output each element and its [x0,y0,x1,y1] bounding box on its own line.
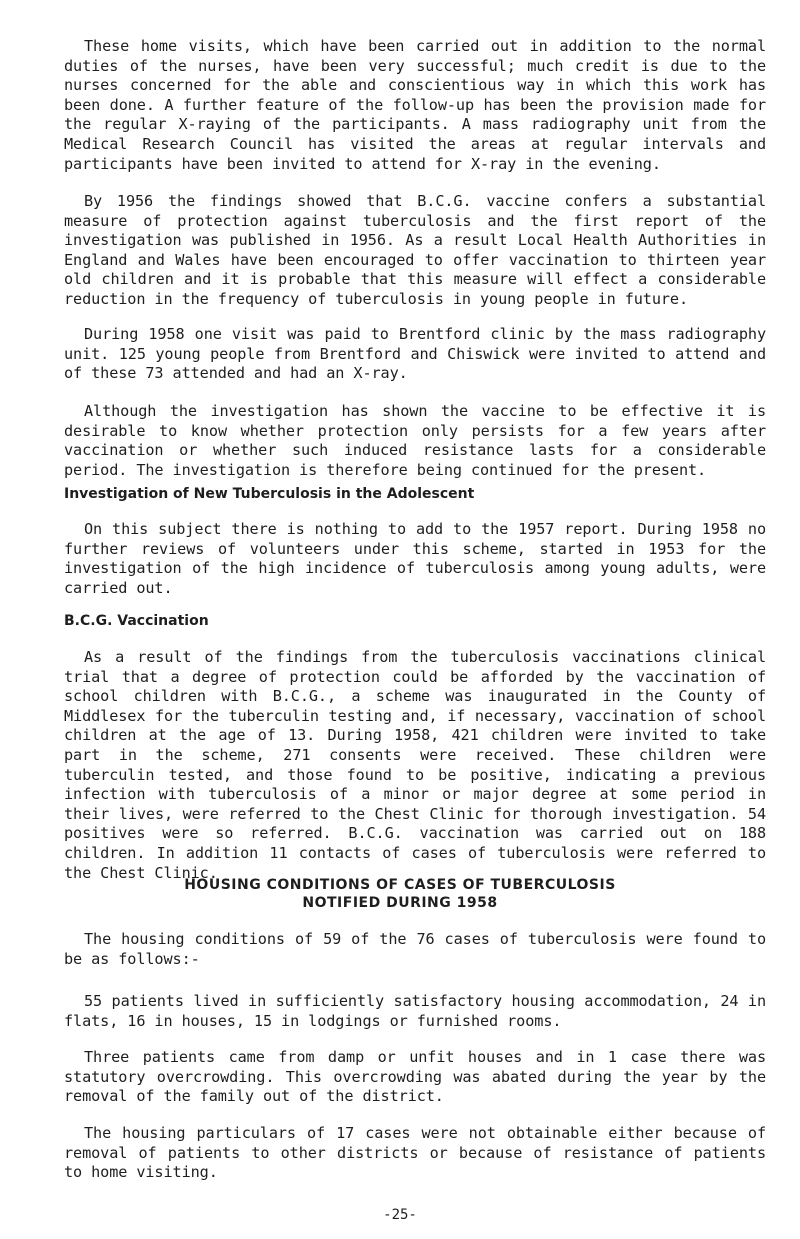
paragraph-brentford-clinic: During 1958 one visit was paid to Brentford clinic by the mass radiography unit. 125 young people from Brentford and Chiswick were invited to attend and of these 73 attended and had an X-ray. [64,325,766,383]
paragraph-bcg-findings: By 1956 the findings showed that B.C.G. vaccine confers a substantial measure of protection against tuberculosis and the first report of the investigation was published in 1956. As a result Local Health Authorities in England and Wales have been encouraged to offer vaccination to thirteen year old children and it is probable that this measure will effect a considerable reduction in the frequency of tuberculosis in young people in future. [64,192,766,308]
heading-bcg-vaccination: B.C.G. Vaccination [64,613,209,629]
heading-housing-conditions: HOUSING CONDITIONS OF CASES OF TUBERCULOSIS [184,877,616,893]
paragraph-housing-intro: The housing conditions of 59 of the 76 cases of tuberculosis were found to be as follows:- [64,930,766,968]
paragraph-bcg-scheme: As a result of the findings from the tuberculosis vaccinations clinical trial that a degree of protection could be afforded by the vaccination of school children with B.C.G., a scheme was inaugurated in the County of Middlesex for the tuberculin testing and, if necessary, vaccination of school children at the age of 13. During 1958, 421 children were invited to take part in the scheme, 271 consents were received. These children were tuberculin tested, and those found to be positive, indicating a previous infection with tuberculosis of a minor or major degree at some period in their lives, were referred to the Chest Clinic for thorough investigation. 54 positives were so referred. B.C.G. vaccination was carried out on 188 children. In addition 11 contacts of cases of tuberculosis were referred to the Chest Clinic. [64,648,766,882]
heading-adolescent-investigation: Investigation of New Tuberculosis in the Adolescent [64,486,475,502]
paragraph-investigation-continued: Although the investigation has shown the vaccine to be effective it is desirable to know whether protection only persists for a few years after vaccination or whether such induced resistance lasts for a considerable period. The investigation is therefore being continued for the present. [64,402,766,479]
paragraph-overcrowding: Three patients came from damp or unfit houses and in 1 case there was statutory overcrowding. This overcrowding was abated during the year by the removal of the family out of the district. [64,1048,766,1106]
page-number: -25- [383,1207,417,1223]
paragraph-particulars-unobtainable: The housing particulars of 17 cases were not obtainable either because of removal of patients to other districts or because of resistance of patients to home visiting. [64,1124,766,1182]
heading-notified-during: NOTIFIED DURING 1958 [302,895,498,911]
paragraph-adolescent-subject: On this subject there is nothing to add to the 1957 report. During 1958 no further reviews of volunteers under this scheme, started in 1953 for the investigation of the high incidence of tuberculosis among young adults, were carried out. [64,520,766,597]
paragraph-satisfactory-housing: 55 patients lived in sufficiently satisfactory housing accommodation, 24 in flats, 16 in houses, 15 in lodgings or furnished rooms. [64,992,766,1030]
paragraph-home-visits: These home visits, which have been carried out in addition to the normal duties of the nurses, have been very successful; much credit is due to the nurses concerned for the able and conscientious way in which this work has been done. A further feature of the follow-up has been the provision made for the regular X-raying of the participants. A mass radiography unit from the Medical Research Council has visited the areas at regular intervals and participants have been invited to attend for X-ray in the evening. [64,37,766,173]
